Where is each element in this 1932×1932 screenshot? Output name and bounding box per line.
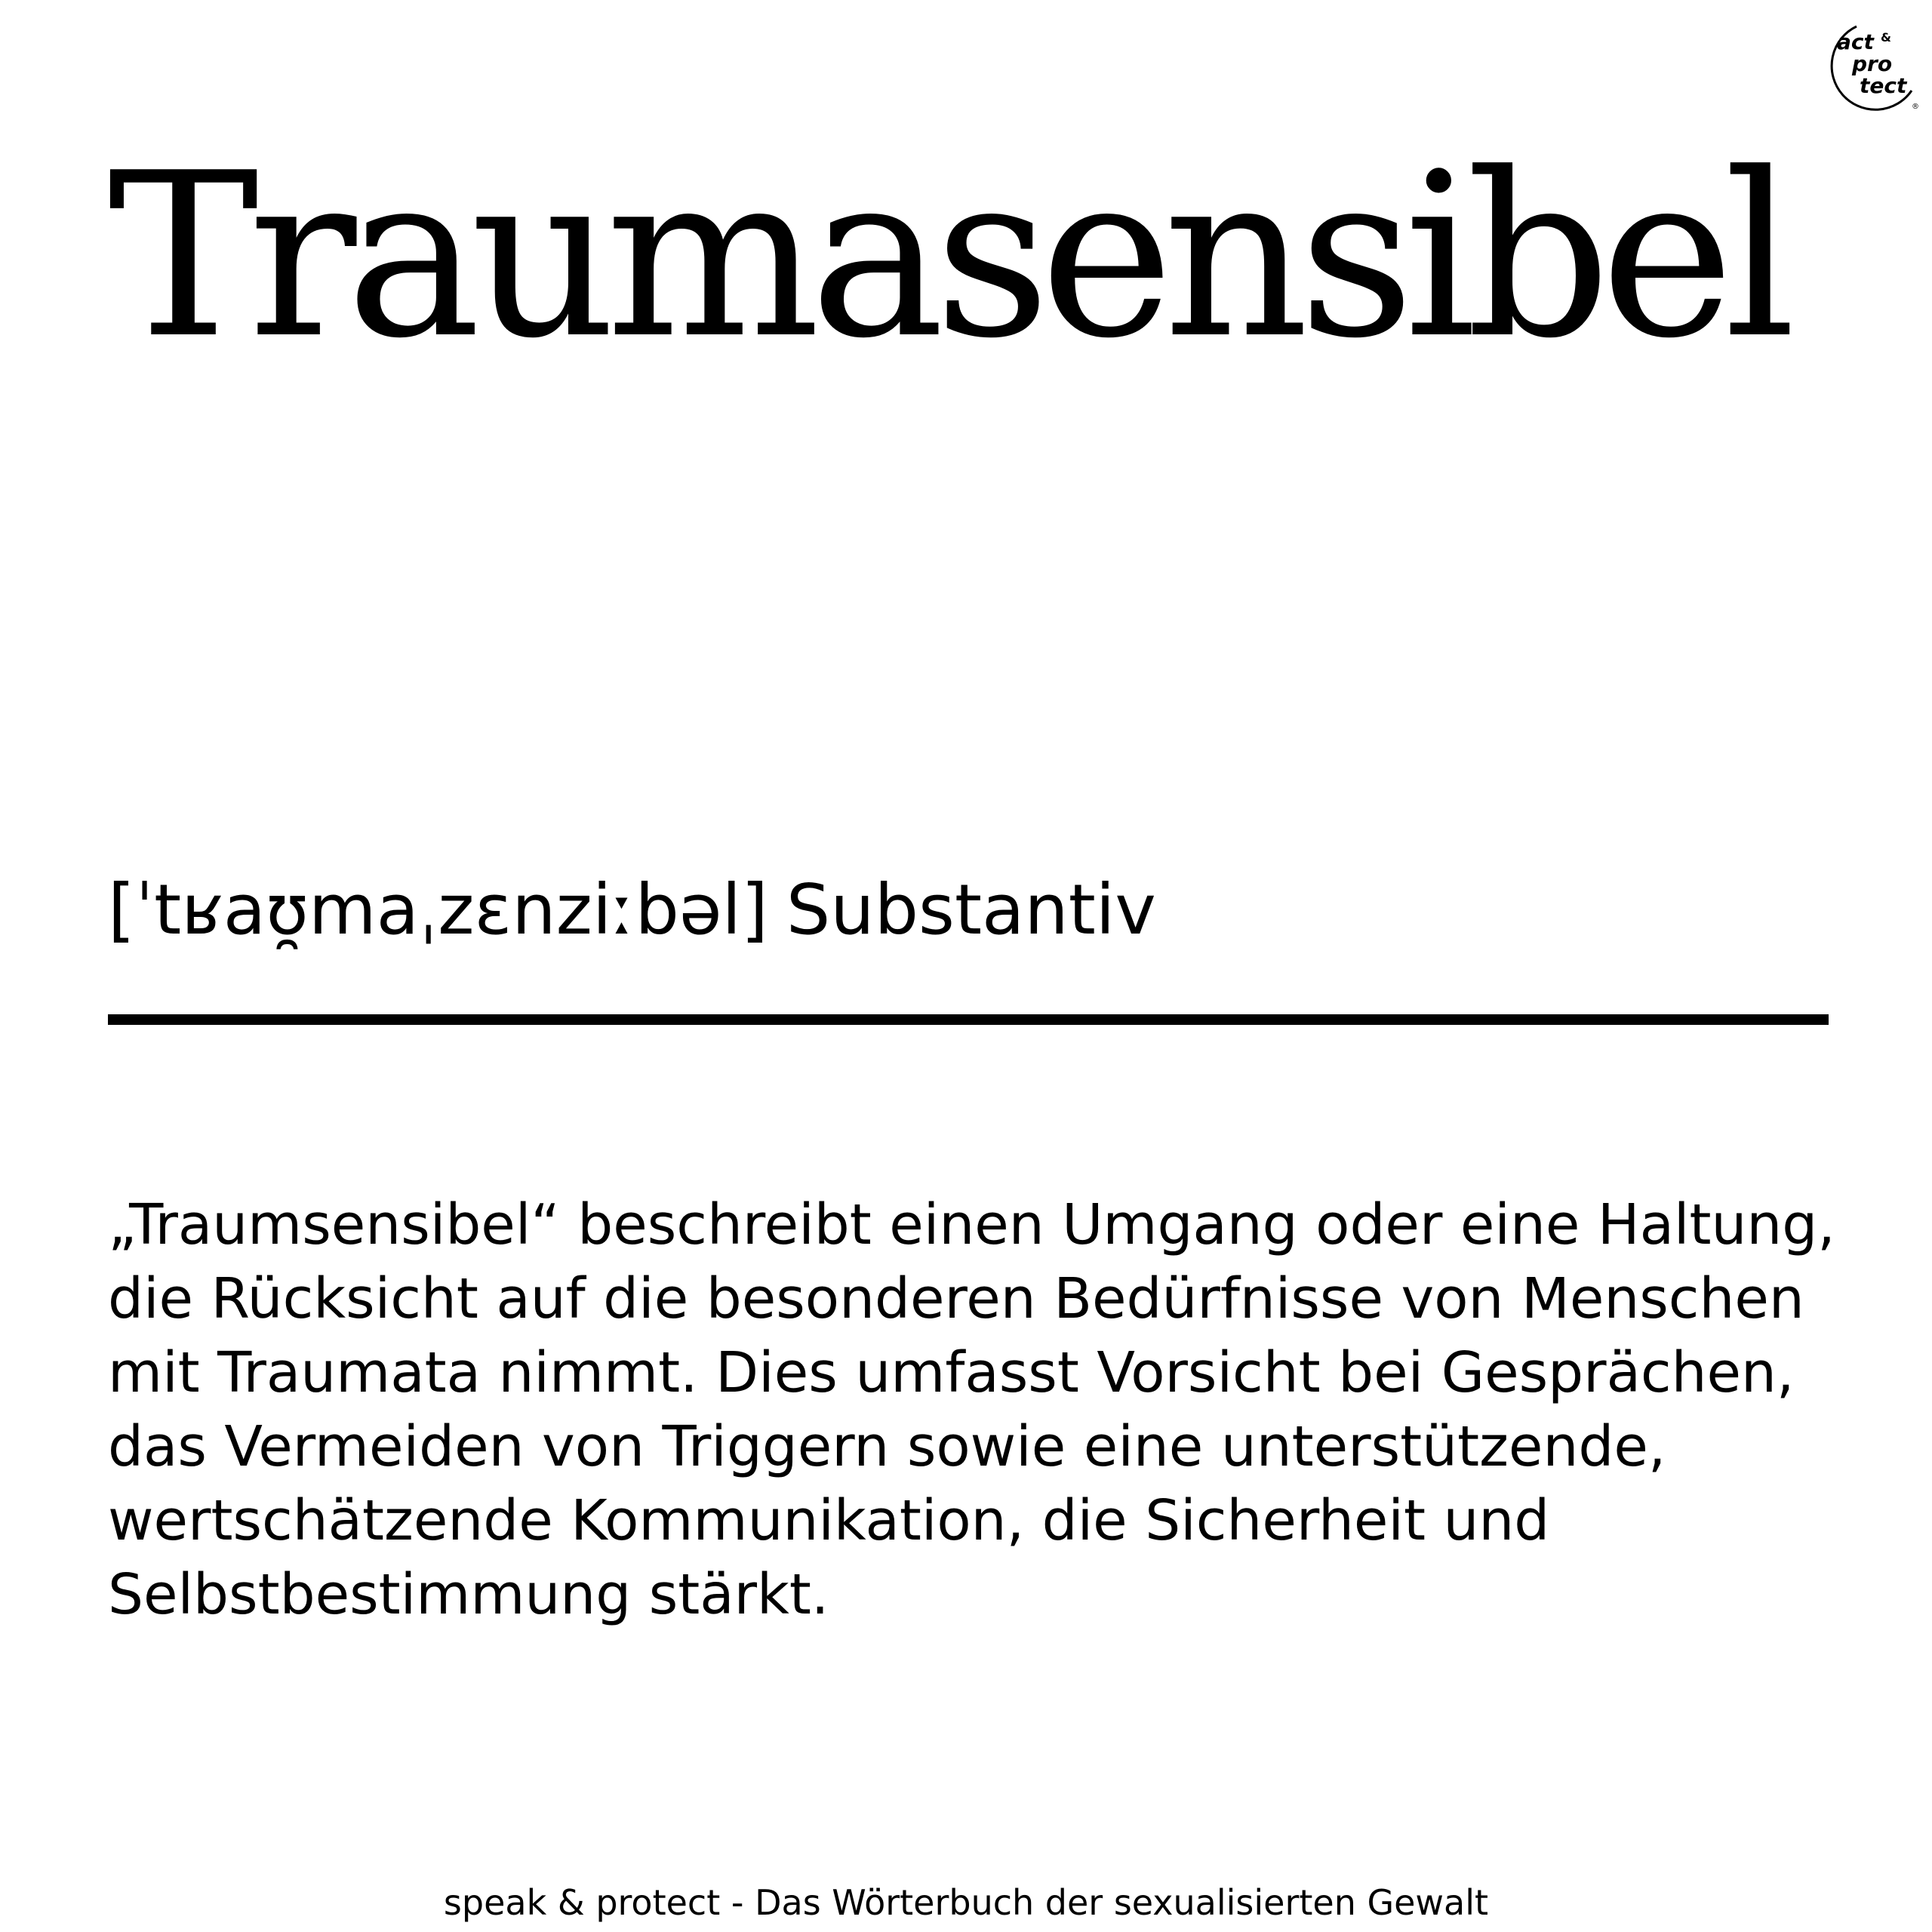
logo-word-tect: tect bbox=[1860, 73, 1907, 98]
dictionary-headword: Traumasensibel bbox=[108, 125, 1786, 388]
registered-mark: ® bbox=[1912, 103, 1919, 111]
logo-mark bbox=[1826, 18, 1921, 112]
pronunciation-line bbox=[108, 869, 1156, 950]
logo-word-pro: pro bbox=[1852, 51, 1893, 76]
part-of-speech: Substantiv bbox=[786, 869, 1156, 950]
act-and-protect-logo bbox=[1826, 18, 1921, 112]
logo-word-act: act bbox=[1837, 29, 1874, 54]
definition-text: „Traumsensibel“ beschreibt einen Umgang oder eine Haltung, die Rücksicht auf die besonderen Bedürfnisse von Menschen mit Traumata nimmt. Dies umfasst Vorsicht bei Gesprächen, das Vermeiden von Triggern sowie eine unterstützende, wertschätzende Kommunikation, die Sicherheit und Selbstbestimmung stärkt. bbox=[108, 1192, 1835, 1627]
phonetic-transcription: [ˈtʁaʊ̯maˌzɛnziːbəl] bbox=[108, 869, 768, 950]
footer-caption: speak & protect - Das Wörterbuch der sexualisierten Gewalt bbox=[443, 1882, 1489, 1923]
logo-ampersand: & bbox=[1881, 30, 1891, 45]
section-divider bbox=[108, 1014, 1829, 1025]
